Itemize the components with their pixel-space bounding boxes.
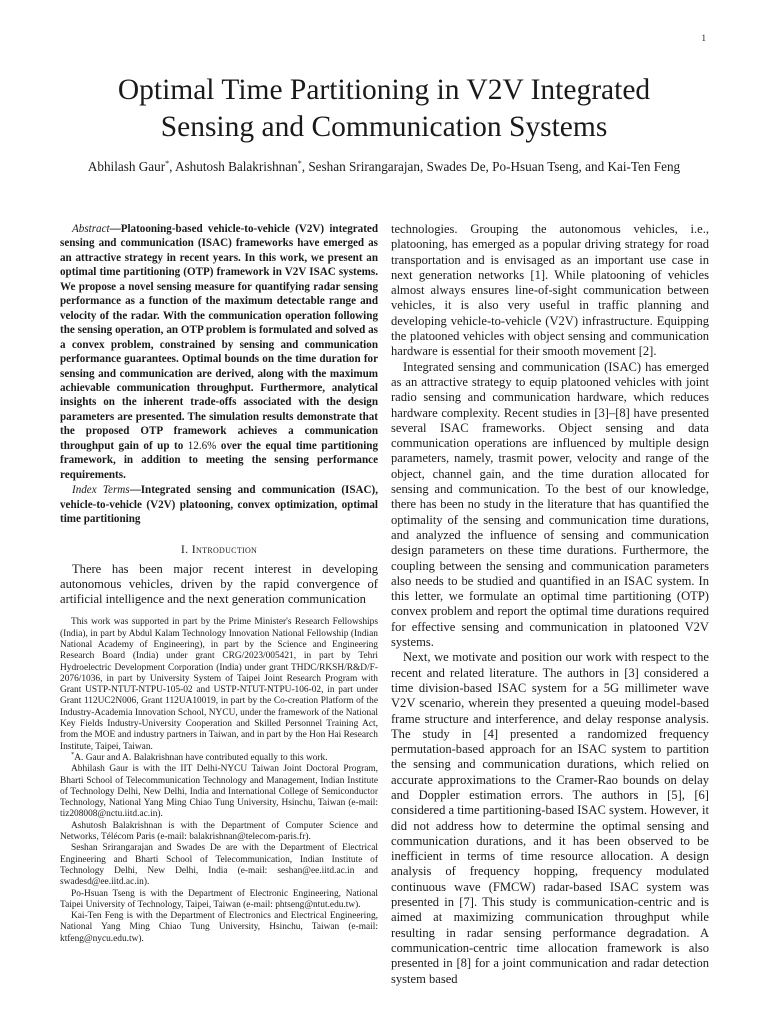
footnote-affiliation-srirangarajan-de: Seshan Srirangarajan and Swades De are with the Department of Electrical Engineering and Bharti School of Telecommunication, Indian Institute of Technology Delhi, New Delhi, India (e-mail: seshan@ee.iitd.ac.in and swadesd@ee.iitd.ac.in). <box>60 843 378 888</box>
abstract-label: Abstract <box>72 223 110 235</box>
equal-contribution-mark: * <box>165 159 170 168</box>
left-column <box>60 222 378 945</box>
title-line-2: Sensing and Communication Systems <box>160 111 608 143</box>
page-number: 1 <box>701 33 706 43</box>
index-terms <box>60 483 378 526</box>
footnote-affiliation-feng: Kai-Ten Feng is with the Department of Electronics and Electrical Engineering, National Yang Ming Chiao Tung University, Hsinchu, Taiwan (e-mail: ktfeng@nycu.edu.tw). <box>60 911 378 944</box>
footnote-affiliation-gaur: Abhilash Gaur is with the IIT Delhi-NYCU Taiwan Joint Doctoral Program, Bharti School of Telecommunication Technology and Management, Indian Institute of Technology Delhi, New Delhi, India and International College of Semiconductor Technology, National Yang Ming Chiao Tung University, Hsinchu, Taiwan (e-mail: tiz208008@nctu.iitd.ac.in). <box>60 764 378 820</box>
footnote-affiliation-tseng: Po-Hsuan Tseng is with the Department of Electronic Engineering, National Taipei University of Technology, Taipei, Taiwan (e-mail: phtseng@ntut.edu.tw). <box>60 888 378 910</box>
intro-paragraph: There has been major recent interest in developing autonomous vehicles, driven by the rapid convergence of artificial intelligence and the next generation communication <box>60 561 378 607</box>
body-paragraph: Next, we motivate and position our work with respect to the recent and related literature. The authors in [3] considered a time division-based ISAC system for a 5G millimeter wave V2V scenario, wherein they presented a queuing model-based frame structure and interference, and delay response analysis. The study in [4] presented a randomized frequency permutation-based approach for an ISAC system to partition the sensing and communication durations, which relied on accurate approximations to the Cramer-Rao bounds on delay and Doppler estimation errors. The authors in [5], [6] considered a time partitioning-based ISAC system. However, it did not address how to determine the optimal sensing and communication durations, and it has been observed to be inefficient in terms of time resource allocation. A design analysis of frequency hopping, frequency modulated continuous wave (FMCW) radar-based ISAC system was presented in [7]. This study is communication-centric and is aimed at maximizing communication throughput while resulting in radar sensing performance degradation. A communication-centric time allocation framework is also presented in [8] for a joint communication and radar detection system based <box>391 650 709 986</box>
section-heading-introduction: I. Introduction <box>180 541 258 556</box>
abstract-text: —Platooning-based vehicle-to-vehicle (V2V) integrated sensing and communication (ISAC) frameworks have emerged as an attractive strategy in recent years. In this work, we present an optimal time partitioning (OTP) framework in V2V ISAC systems. We propose a novel sensing measure for quantifying radar sensing performance as a function of the maximum detectable range and velocity of the radar. With the communication operation following the sensing operation, an OTP problem is formulated and solved as a convex problem, constrained by sensing and communication performance guarantees. Optimal bounds on the time duration for sensing and communication are derived, along with the maximum achievable communication throughput. Furthermore, analytical insights on the inherent trade-offs associated with the design parameters are presented. The simulation results demonstrate that the proposed OTP framework achieves a communication throughput gain of up to <box>60 223 378 452</box>
author-names-rest: , Seshan Srirangarajan, Swades De, Po-Hsuan Tseng, and Kai-Ten Feng <box>301 159 681 174</box>
paper-title <box>40 72 728 146</box>
footnote-separator <box>60 607 378 617</box>
author-separator: , <box>169 159 175 174</box>
footnote-funding: This work was supported in part by the Prime Minister's Research Fellowships (India), in part by Abdul Kalam Technology Innovation National Fellowship (Indian National Academy of Engineering), in part by the Science and Engineering Research Board (India) under grant CRG/2023/005421, in part by Tehri Hydroelectric Development Corporation (India) under grant THDC/RKSH/R&D/F-2076/1036, in part by University System of Taipei Joint Research Program with Grant USTP-NTUT-NTPU-105-02 and USTP-NTUT-NTPU-106-02, in part under Grant 112UC2N006, Grant 112UA10019, in part by the Co-creation Platform of the Industry-Academia Innovation School, NYCU, under the framework of the National Key Fields Industry-University Cooperation and Skilled Personnel Training Act, from the MOE and industry partners in Taiwan, and in part by the Hon Hai Research Institute, Taipei, Taiwan. <box>60 617 378 752</box>
abstract-text-end: over the equal time partitioning framework, in addition to meeting the sensing performance requirements. <box>60 439 378 481</box>
footnote-equal-contribution <box>60 750 378 764</box>
abstract-gain-value: 12.6% <box>187 439 217 452</box>
footnote-mark: * <box>71 750 75 758</box>
title-line-1: Optimal Time Partitioning in V2V Integrated <box>117 74 651 106</box>
footnote-affiliation-balakrishnan: Ashutosh Balakrishnan is with the Department of Computer Science and Networks, Télécom Paris (e-mail: balakrishnan@telecom-paris.fr). <box>60 820 378 843</box>
abstract <box>60 222 378 482</box>
author-name: Abhilash Gaur <box>87 159 166 174</box>
body-paragraph: Integrated sensing and communication (ISAC) has emerged as an attractive strategy to equip platooned vehicles with joint radio sensing and communication hardware, which reduces hardware complexity. Recent studies in [3]–[8] have presented several ISAC frameworks. Object sensing and data communication operations are influenced by multiple design parameters, namely, trasmit power, velocity and range of the object, channel gain, and the time duration allocated for sensing and communication. To the best of our knowledge, there has been no study in the literature that has quantified the optimality of the sensing and communication time durations, and analyzed the influence of sensing and communication design parameters on these time durations. Furthermore, the coupling between the sensing and communication parameters also needs to be studied and quantified in an ISAC system. In this letter, we formulate an optimal time partitioning (OTP) convex problem and report the optimal time durations required for effective sensing and communication in platooned V2V systems. <box>391 359 709 650</box>
footnote-equal-text: A. Gaur and A. Balakrishnan have contributed equally to this work. <box>74 752 328 763</box>
equal-contribution-mark: * <box>297 159 302 168</box>
author-list <box>40 158 728 176</box>
body-paragraph: technologies. Grouping the autonomous vehicles, i.e., platooning, has emerged as a popular driving strategy for road transportation and is envisaged as an important use case in next generation networks [1]. While platooning of vehicles almost always ensures line-of-sight communication between vehicles, it is also very useful in traffic planning and developing vehicle-to-vehicle (V2V) infrastructure. Equipping the platooned vehicles with object sensing and communication hardware is essential for their smooth movement [2]. <box>391 222 709 359</box>
index-terms-label: Index Terms <box>72 484 130 497</box>
author-name: Ashutosh Balakrishnan <box>175 159 298 174</box>
index-terms-text: —Integrated sensing and communication (ISAC), vehicle-to-vehicle (V2V) platooning, convex optimization, optimal time partitioning <box>60 484 378 526</box>
right-column <box>391 222 709 987</box>
